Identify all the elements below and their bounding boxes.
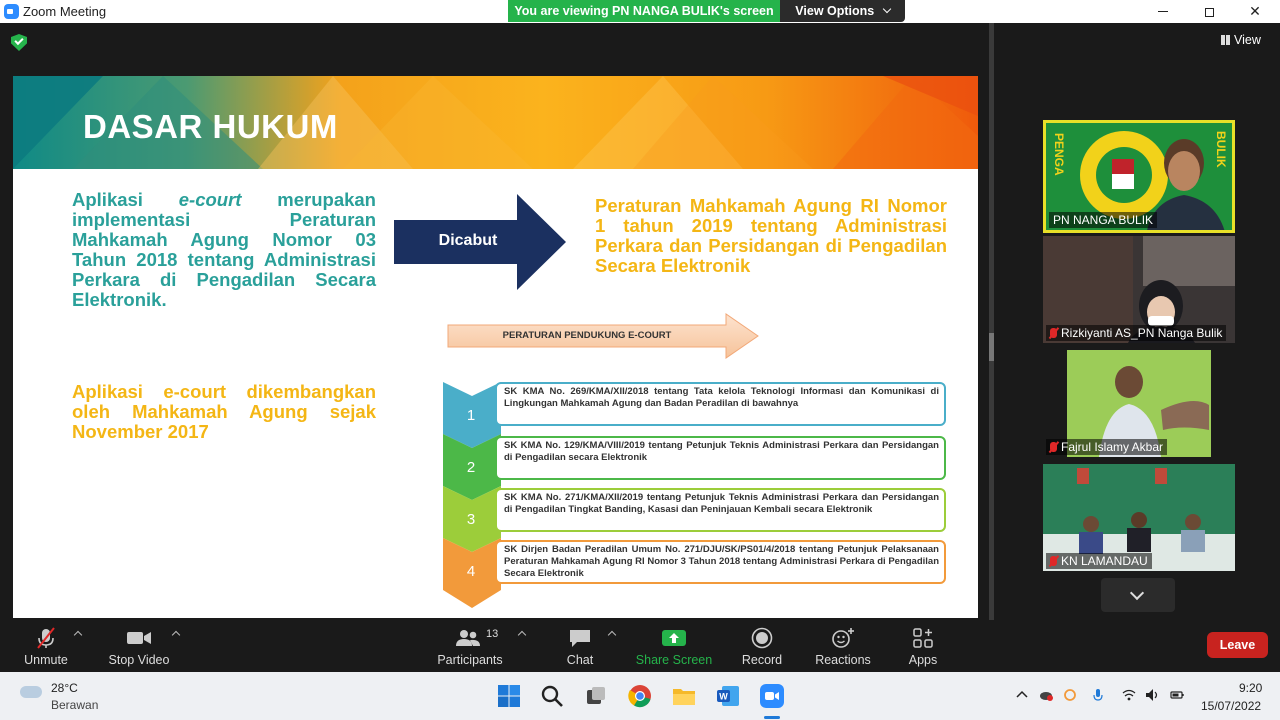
more-participants-button[interactable]	[1101, 578, 1175, 612]
slide-header-banner	[13, 76, 978, 169]
battery-icon[interactable]	[1170, 688, 1184, 702]
regulation-1-number: 1	[466, 407, 476, 424]
active-app-indicator	[764, 716, 780, 719]
svg-text:W: W	[719, 691, 728, 702]
chevron-up-icon[interactable]	[1015, 688, 1029, 702]
search-icon[interactable]	[540, 684, 564, 708]
view-options-label: View Options	[795, 4, 875, 18]
participants-count: 13	[486, 628, 499, 640]
maximize-button[interactable]	[1186, 0, 1232, 23]
mic-muted-icon	[1050, 442, 1057, 452]
task-view-icon[interactable]	[584, 684, 608, 708]
chevron-down-icon	[882, 5, 890, 13]
volume-icon[interactable]	[1145, 688, 1159, 702]
layout-icon	[1221, 35, 1230, 45]
participant-name-label: Rizkiyanti AS_PN Nanga Bulik	[1061, 326, 1223, 340]
logo-lettering: PENGA	[1052, 133, 1066, 176]
sync-icon[interactable]	[1063, 688, 1077, 702]
zoom-taskbar-icon[interactable]	[760, 684, 784, 708]
participant-name: PN NANGA BULIK	[1049, 212, 1157, 228]
shared-screen-slide	[13, 76, 978, 618]
participants-icon	[455, 627, 481, 649]
logo-lettering: BULIK	[1214, 131, 1228, 168]
clock-date[interactable]: 15/07/2022	[1201, 699, 1262, 713]
meeting-toolbar	[0, 620, 1280, 672]
smiley-plus-icon	[831, 627, 855, 649]
viewing-screen-banner: You are viewing PN NANGA BULIK's screen	[508, 0, 780, 22]
regulation-4-text: SK Dirjen Badan Peradilan Umum No. 271/DJU/SK/PS01/4/2018 tentang Petunjuk Pelaksanaan Peraturan Mahkamah Agung RI Nomor 3 Tahun 2018 tentang Administrasi Perkara di Pengadilan Secara Elektronik	[495, 540, 946, 584]
regulation-2-text: SK KMA No. 129/KMA/VIII/2019 tentang Petunjuk Teknis Administrasi Perkara dan Persidangan di Pengadilan secara Elektronik	[495, 436, 946, 480]
participants-label: Participants	[437, 653, 503, 667]
participant-tile[interactable]	[1043, 350, 1235, 457]
windows-taskbar	[0, 672, 1280, 720]
record-button[interactable]	[732, 620, 792, 672]
regulation-1-text: SK KMA No. 269/KMA/XII/2018 tentang Tata kelola Teknologi Informasi dan Komunikasi di Lingkungan Mahkamah Agung dan Badan Peradilan di bawahnya	[495, 382, 946, 426]
slide-title: DASAR HUKUM	[83, 108, 338, 145]
mic-muted-icon	[1050, 556, 1057, 566]
perma-2019-text: Peraturan Mahkamah Agung RI Nomor 1 tahun 2019 tentang Administrasi Perkara dan Persidangan di Pengadilan Secara Elektronik	[595, 195, 947, 276]
participants-button[interactable]	[432, 620, 508, 672]
chat-button[interactable]	[550, 620, 610, 672]
minimize-icon	[1158, 11, 1168, 12]
participant-name	[1046, 553, 1152, 569]
clock-time[interactable]: 9:20	[1239, 681, 1263, 695]
weather-condition[interactable]: Berawan	[51, 698, 99, 712]
participant-tile[interactable]	[1043, 464, 1235, 571]
share-screen-button[interactable]	[634, 620, 714, 672]
windows-start-icon[interactable]	[497, 684, 521, 708]
view-label: View	[1234, 33, 1261, 47]
file-explorer-icon[interactable]	[672, 684, 696, 708]
zoom-app-icon	[4, 4, 19, 19]
mic-off-icon	[35, 627, 57, 649]
regulation-2-number: 2	[466, 459, 476, 476]
restore-icon	[1205, 8, 1214, 17]
text-part: merupakan implementasi Peraturan Mahkamah Agung Nomor 03 Tahun 2018 tentang Administrasi Perkara di Pengadilan Secara Elektronik.	[72, 189, 376, 310]
window-title: Zoom Meeting	[23, 4, 107, 19]
splitter-grip[interactable]	[989, 333, 994, 361]
regulation-3-text: SK KMA No. 271/KMA/XII/2019 tentang Petunjuk Teknis Administrasi Perkara dan Persidangan di Pengadilan Tingkat Banding, Kasasi dan Peninjauan Kembali secara Elektronik	[495, 488, 946, 532]
unmute-label: Unmute	[24, 653, 68, 667]
window-titlebar	[0, 0, 1280, 23]
participant-name	[1046, 325, 1226, 341]
reactions-button[interactable]	[808, 620, 878, 672]
text-part: Aplikasi	[72, 189, 179, 210]
participant-name-label: Fajrul Islamy Akbar	[1061, 440, 1164, 454]
word-icon[interactable]	[716, 684, 740, 708]
participant-name-label: KN LAMANDAU	[1061, 554, 1148, 568]
unmute-button[interactable]	[12, 620, 80, 672]
participants-options-caret[interactable]	[518, 631, 526, 639]
chat-label: Chat	[566, 653, 594, 667]
meeting-area	[0, 23, 1280, 620]
ecourt-development-text: Aplikasi e-court dikembangkan oleh Mahkamah Agung sejak November 2017	[72, 381, 376, 442]
panel-splitter[interactable]	[989, 23, 994, 620]
record-label: Record	[741, 653, 783, 667]
share-screen-icon	[661, 627, 687, 649]
peraturan-pendukung-label: PERATURAN PENDUKUNG E-COURT	[502, 330, 672, 341]
microphone-icon[interactable]	[1091, 688, 1105, 702]
apps-grid-icon	[912, 627, 934, 649]
chat-bubble-icon	[568, 627, 592, 649]
participant-name	[1046, 439, 1167, 455]
reactions-label: Reactions	[815, 653, 871, 667]
close-icon: ✕	[1249, 3, 1261, 19]
share-screen-label: Share Screen	[635, 653, 713, 667]
view-layout-button[interactable]	[1221, 33, 1261, 47]
chevron-down-icon	[1130, 586, 1144, 600]
wifi-icon[interactable]	[1122, 688, 1136, 702]
cloud-icon[interactable]	[20, 686, 42, 698]
apps-label: Apps	[908, 653, 938, 667]
dicabut-label: Dicabut	[438, 232, 498, 249]
participant-tile[interactable]	[1043, 236, 1235, 343]
regulation-3-number: 3	[466, 511, 476, 528]
stop-video-button[interactable]	[100, 620, 178, 672]
video-camera-icon	[126, 627, 152, 649]
weather-temperature[interactable]: 28°C	[51, 681, 78, 695]
close-button[interactable]	[1232, 0, 1278, 23]
onedrive-icon[interactable]	[1039, 688, 1053, 702]
record-icon	[751, 627, 773, 649]
chrome-icon[interactable]	[628, 684, 652, 708]
regulation-4-number: 4	[466, 563, 476, 580]
view-options-button[interactable]	[780, 0, 905, 22]
minimize-button[interactable]	[1140, 0, 1186, 23]
apps-button[interactable]	[898, 620, 948, 672]
ecourt-emphasis: e-court	[178, 189, 242, 210]
leave-meeting-button[interactable]: Leave	[1207, 632, 1268, 658]
participant-tile[interactable]	[1043, 120, 1235, 233]
mic-muted-icon	[1050, 328, 1057, 338]
stop-video-label: Stop Video	[108, 653, 170, 667]
ecourt-implementation-text	[72, 190, 376, 310]
